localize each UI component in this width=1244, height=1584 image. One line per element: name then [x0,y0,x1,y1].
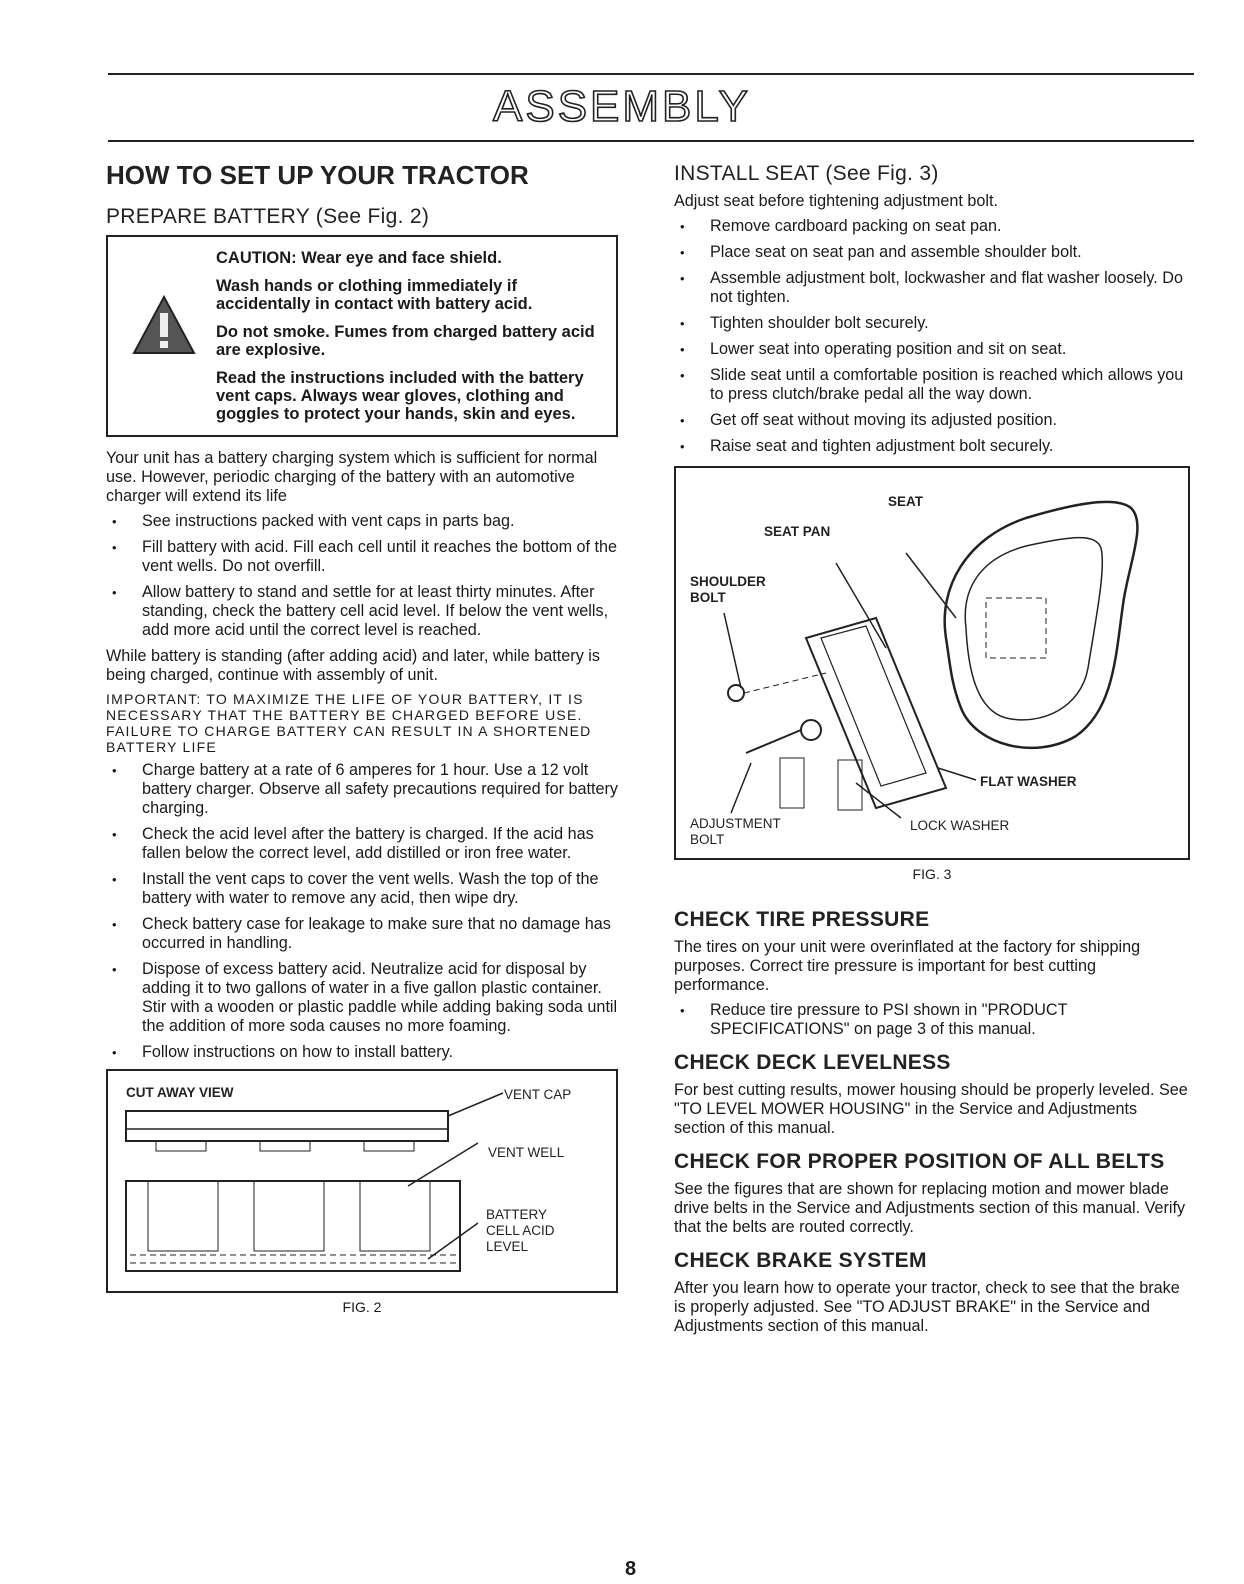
deck-levelness-heading: CHECK DECK LEVELNESS [674,1051,951,1074]
section-title: HOW TO SET UP YOUR TRACTOR [106,160,529,190]
battery-steps-1 [106,512,618,640]
shoulder-bolt-line: BOLT [690,590,726,605]
vent-well-label: VENT WELL [488,1145,565,1160]
battery-level-label [486,1207,555,1255]
list-item: • Raise seat and tighten adjustment bolt securely. [674,437,1190,456]
left-column [106,150,618,1315]
vent-cap-label: VENT CAP [504,1087,572,1102]
caution-line-3: Do not smoke. Fumes from charged battery acid are explosive. [216,323,595,359]
tire-pressure-heading: CHECK TIRE PRESSURE [674,908,930,931]
figure-3-caption: FIG. 3 [912,866,952,882]
caution-line-2: Wash hands or clothing immediately if accidentally in contact with battery acid. [216,277,533,313]
page-number: 8 [625,1558,637,1580]
shoulder-bolt-label [690,574,766,606]
tire-pressure-text: The tires on your unit were overinflated at the factory for shipping purposes. Correct tire pressure is important for best cutting performance. [674,938,1141,994]
list-item: • Remove cardboard packing on seat pan. [674,217,1190,236]
figure-2-caption: FIG. 2 [342,1299,382,1315]
figure-3 [674,466,1190,860]
figure-2 [106,1069,618,1293]
battery-intro: Your unit has a battery charging system which is sufficient for normal use. However, periodic charging of the battery with an automotive charger will extend its life [106,449,598,505]
list-item: • Place seat on seat pan and assemble shoulder bolt. [674,243,1190,262]
caution-line-1: CAUTION: Wear eye and face shield. [216,249,502,267]
list-item: • Check battery case for leakage to make sure that no damage has occurred in handling. [106,915,618,953]
install-seat-heading: INSTALL SEAT (See Fig. 3) [674,162,939,185]
lock-washer-label: LOCK WASHER [910,818,1010,833]
seat-assembly-diagram [676,468,1188,858]
list-item: • Allow battery to stand and settle for at least thirty minutes. After standing, check the battery cell acid level. If below the vent wells, add more acid until the correct level is reached. [106,583,618,640]
list-item: • Reduce tire pressure to PSI shown in "PRODUCT SPECIFICATIONS" on page 3 of this manual. [674,1001,1190,1039]
adjustment-bolt-line: ADJUSTMENT [690,816,781,831]
seat-pan-label: SEAT PAN [764,524,831,539]
list-item: • Get off seat without moving its adjusted position. [674,411,1190,430]
caution-line-4: Read the instructions included with the battery vent caps. Always wear gloves, clothing and goggles to protect your hands, skin and eyes. [216,369,584,423]
deck-levelness-text: For best cutting results, mower housing should be properly leveled. See "TO LEVEL MOWER HOUSING" in the Service and Adjustments section of this manual. [674,1081,1188,1137]
battery-level-line: LEVEL [486,1239,529,1254]
adjustment-bolt-label [690,816,781,848]
while-standing-text: While battery is standing (after adding acid) and later, while battery is being charged, continue with assembly of unit. [106,647,600,684]
adjustment-bolt-line: BOLT [690,832,725,847]
important-note: IMPORTANT: TO MAXIMIZE THE LIFE OF YOUR BATTERY, IT IS NECESSARY THAT THE BATTERY BE CHARGED BEFORE USE. FAILURE TO CHARGE BATTERY CAN RESULT IN A SHORTENED BATTERY LIFE [106,691,592,755]
list-item: • Charge battery at a rate of 6 amperes for 1 hour. Use a 12 volt battery charger. Observe all safety precautions required for battery charging. [106,761,618,818]
flat-washer-label: FLAT WASHER [980,774,1077,789]
belts-text: See the figures that are shown for replacing motion and mower blade drive belts in the Service and Adjustments section of this manual. Verify that the belts are routed correctly. [674,1180,1186,1236]
brake-heading: CHECK BRAKE SYSTEM [674,1249,927,1272]
battery-level-line: CELL ACID [486,1223,555,1238]
prepare-battery-heading: PREPARE BATTERY (See Fig. 2) [106,205,430,228]
list-item: • See instructions packed with vent caps in parts bag. [106,512,618,531]
battery-cutaway-diagram [108,1071,616,1291]
list-item: • Slide seat until a comfortable position is reached which allows you to press clutch/brake pedal all the way down. [674,366,1190,404]
seat-intro: Adjust seat before tightening adjustment bolt. [674,192,998,210]
caution-box [106,235,618,437]
seat-label: SEAT [888,494,924,509]
list-item: • Tighten shoulder bolt securely. [674,314,1190,333]
shoulder-bolt-line: SHOULDER [690,574,766,589]
page-title: ASSEMBLY [493,82,751,131]
battery-steps-2 [106,761,618,1062]
list-item: • Install the vent caps to cover the vent wells. Wash the top of the battery with water to remove any acid, then wipe dry. [106,870,618,908]
right-column [674,150,1190,1342]
tire-steps [674,1001,1190,1039]
list-item: • Follow instructions on how to install battery. [106,1043,618,1062]
brake-text: After you learn how to operate your tractor, check to see that the brake is properly adjusted. See "TO ADJUST BRAKE" in the Service and Adjustments section of this manual. [674,1279,1180,1335]
top-rule [108,73,1194,75]
belts-heading: CHECK FOR PROPER POSITION OF ALL BELTS [674,1150,1165,1173]
title-rule [108,140,1194,142]
list-item: • Dispose of excess battery acid. Neutralize acid for disposal by adding it to two gallons of water in a five gallon plastic container. Stir with a wooden or plastic paddle while adding baking soda until the addition of more soda causes no more foaming. [106,960,618,1036]
list-item: • Fill battery with acid. Fill each cell until it reaches the bottom of the vent wells. Do not overfill. [106,538,618,576]
battery-level-line: BATTERY [486,1207,548,1222]
seat-steps [674,217,1190,456]
list-item: • Lower seat into operating position and sit on seat. [674,340,1190,359]
cut-away-label: CUT AWAY VIEW [126,1085,234,1100]
list-item: • Check the acid level after the battery is charged. If the acid has fallen below the correct level, add distilled or iron free water. [106,825,618,863]
warning-triangle-icon [132,295,196,355]
list-item: • Assemble adjustment bolt, lockwasher and flat washer loosely. Do not tighten. [674,269,1190,307]
